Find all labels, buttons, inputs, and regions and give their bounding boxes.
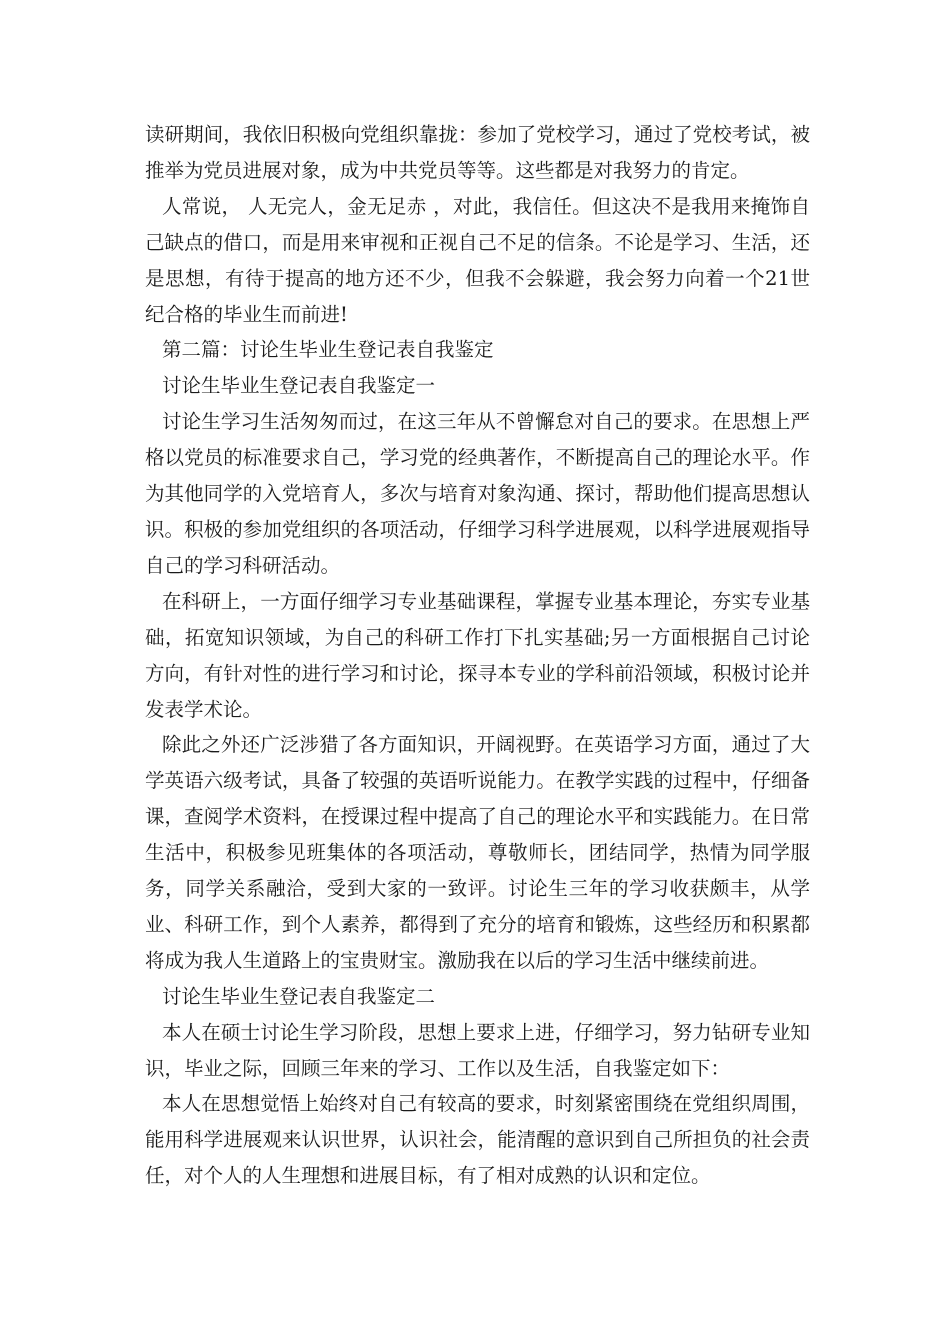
section-heading-part-two: 第二篇：讨论生毕业生登记表自我鉴定	[162, 338, 494, 362]
paragraph-broad-knowledge: 除此之外还广泛涉猎了各方面知识，开阔视野。在英语学习方面，通过了大学英语六级考试，具备了较强的英语听说能力。在教学实践的过程中，仔细备课，查阅学术资料，在授课过程中提高了自己的理论水平和实践能力。在日常生活中，积极参见班集体的各项活动，尊敬师长，团结同学，热情为同学服务，同学关系融洽，受到大家的一致评。讨论生三年的学习收获颇丰，从学业、科研工作，到个人素养，都得到了充分的培育和锻炼，这些经历和积累都将成为我人生道路上的宝贵财宝。激励我在以后的学习生活中继续前进。	[145, 733, 810, 972]
subheading-appraisal-two: 讨论生毕业生登记表自我鉴定二	[162, 984, 436, 1008]
document-body	[145, 117, 810, 1194]
paragraph-master-study: 本人在硕士讨论生学习阶段，思想上要求上进，仔细学习，努力钻研专业知识，毕业之际，回顾三年来的学习、工作以及生活，自我鉴定如下：	[145, 1020, 810, 1080]
subheading-appraisal-one: 讨论生毕业生登记表自我鉴定一	[162, 374, 436, 398]
paragraph-self-reflection: 人常说， 人无完人，金无足赤 ，对此，我信任。但这决不是我用来掩饰自己缺点的借口，而是用来审视和正视自己不足的信条。不论是学习、生活，还是思想，有待于提高的地方还不少，但我不会躲避，我会努力向着一个21世纪合格的毕业生而前进!	[145, 194, 810, 326]
paragraph-ideology: 讨论生学习生活匆匆而过，在这三年从不曾懈怠对自己的要求。在思想上严格以党员的标准要求自己，学习党的经典著作，不断提高自己的理论水平。作为其他同学的入党培育人，多次与培育对象沟通、探讨，帮助他们提高思想认识。积极的参加党组织的各项活动，仔细学习科学进展观，以科学进展观指导自己的学习科研活动。	[145, 410, 810, 577]
paragraph-party-study: 读研期间，我依旧积极向党组织靠拢：参加了党校学习，通过了党校考试，被推举为党员进展对象，成为中共党员等等。这些都是对我努力的肯定。	[145, 123, 810, 182]
paragraph-research: 在科研上，一方面仔细学习专业基础课程，掌握专业基本理论，夯实专业基础，拓宽知识领域，为自己的科研工作打下扎实基础;另一方面根据自己讨论方向，有针对性的进行学习和讨论，探寻本专业的学科前沿领域，积极讨论并发表学术论。	[145, 589, 810, 721]
paragraph-political-awareness: 本人在思想觉悟上始终对自己有较高的要求，时刻紧密围绕在党组织周围，能用科学进展观来认识世界，认识社会，能清醒的意识到自己所担负的社会责任，对个人的人生理想和进展目标，有了相对成熟的认识和定位。	[145, 1092, 810, 1188]
